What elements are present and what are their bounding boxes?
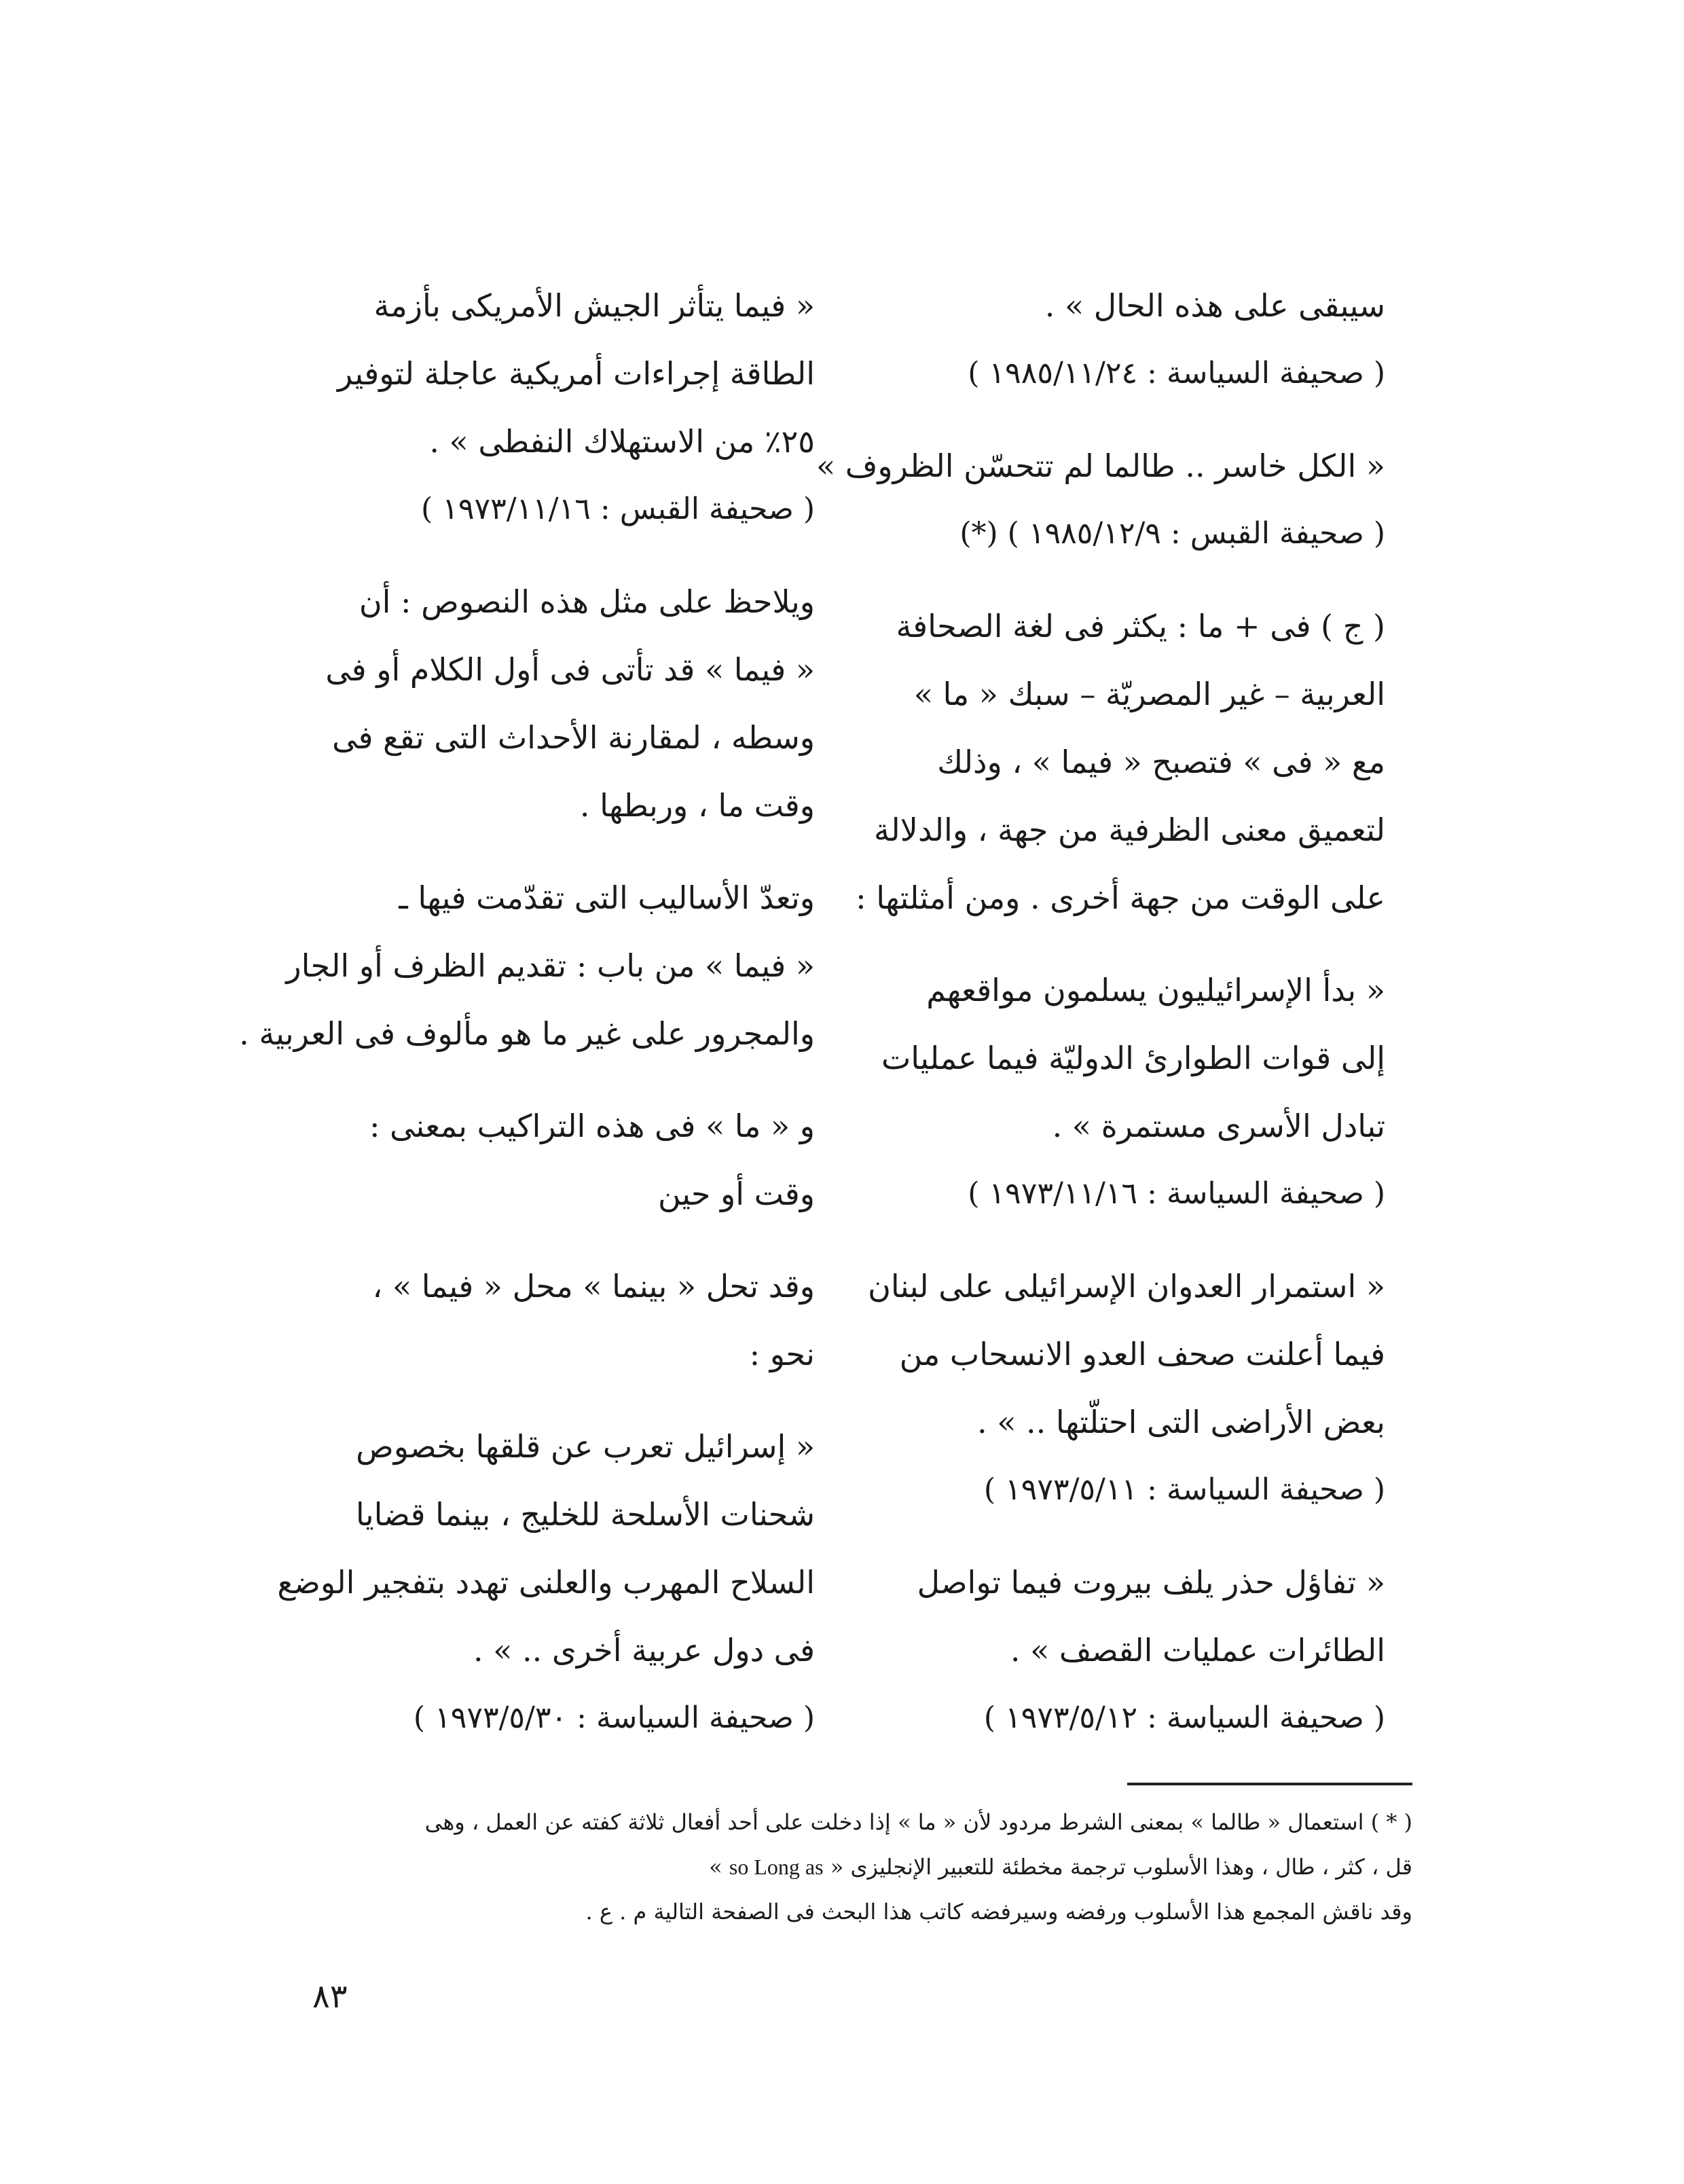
quote-line: الطاقة إجراءات أمريكية عاجلة لتوفير [337,355,815,392]
quote-line: « بدأ الإسرائيليون يسلمون مواقعهم [926,972,1385,1008]
citation-line: ( صحيفة السياسة : ١٩٧٣/٥/١٢ ) [983,1700,1385,1735]
text-line: وسطه ، لمقارنة الأحداث التى تقع فى [332,719,815,756]
text-line: ( ج ) فى + ما : يكثر فى لغة الصحافة [896,608,1385,644]
citation-line: ( صحيفة القبس : ١٩٧٣/١١/١٦ ) [421,492,815,526]
quote-line: « استمرار العدوان الإسرائيلى على لبنان [868,1268,1385,1305]
citation-line: ( صحيفة السياسة : ١٩٧٣/٥/١١ ) [983,1472,1385,1507]
text-line: العربية – غير المصريّة – سبك « ما » [913,676,1385,712]
quote-line: شحنات الأسلحة للخليج ، بينما قضايا [355,1496,815,1533]
footnote-line: وقد ناقش المجمع هذا الأسلوب ورفضه وسيرفضه كاتب هذا البحث فى الصفحة التالية م . ع . [585,1899,1412,1925]
quote-line: السلاح المهرب والعلنى تهدد بتفجير الوضع [277,1564,815,1601]
left-column [239,272,815,1752]
quote-line: فى دول عربية أخرى .. » . [473,1632,815,1669]
text-line: وقد تحل « بينما » محل « فيما » ، [372,1268,815,1305]
text-line: على الوقت من جهة أخرى . ومن أمثلتها : [856,879,1385,916]
text-line: وتعدّ الأساليب التى تقدّمت فيها ـ [399,879,815,916]
text-line: ويلاحظ على مثل هذه النصوص : أن [359,583,815,620]
footnote-english-phrase: so Long as [729,1855,824,1879]
quote-line: « إسرائيل تعرب عن قلقها بخصوص [356,1428,815,1465]
quote-line: تبادل الأسرى مستمرة » . [1052,1108,1385,1144]
quote-line: « فيما يتأثر الجيش الأمريكى بأزمة [373,287,815,324]
right-column [816,272,1385,1752]
footnote-line: ( * ) استعمال « طالما » بمعنى الشرط مردود لأن « ما » إذا دخلت على أحد أفعال ثلاثة كفته عن العمل ، وهى [424,1809,1412,1835]
footnote-line [435,1844,1412,1889]
text-line: « فيما » من باب : تقديم الظرف أو الجار [286,947,815,984]
citation-line: ( صحيفة السياسة : ١٩٧٣/٥/٣٠ ) [413,1700,815,1735]
quote-line: « الكل خاسر .. طالما لم تتحسّن الظروف » [816,448,1385,484]
quote-line: ٢٥٪ من الاستهلاك النفطى » . [429,423,815,460]
footnote-block [424,1800,1412,1934]
quote-line: إلى قوات الطوارئ الدوليّة فيما عمليات [881,1040,1385,1076]
footnote-divider [1127,1783,1412,1785]
text-line: و « ما » فى هذه التراكيب بمعنى : [369,1108,815,1144]
citation-line: ( صحيفة السياسة : ١٩٧٣/١١/١٦ ) [968,1176,1385,1211]
quote-line: « تفاؤل حذر يلف بيروت فيما تواصل [917,1564,1385,1601]
quote-line: فيما أعلنت صحف العدو الانسحاب من [899,1336,1385,1372]
text-line: مع « فى » فتصبح « فيما » ، وذلك [937,744,1385,780]
text-line: نحو : [749,1336,815,1372]
quote-line: الطائرات عمليات القصف » . [1010,1632,1385,1669]
citation-line: ( صحيفة القبس : ١٩٨٥/١٢/٩ ) (*) [959,516,1385,551]
page-number: ٨٣ [312,1978,348,2016]
text-line: وقت أو حين [658,1176,815,1212]
footnote-text: » [709,1854,722,1880]
text-line: لتعميق معنى الظرفية من جهة ، والدلالة [873,812,1385,848]
text-line: « فيما » قد تأتى فى أول الكلام أو فى [325,651,815,688]
text-line: والمجرور على غير ما هو مألوف فى العربية . [239,1015,815,1052]
quote-line: بعض الأراضى التى احتلّتها .. » . [977,1404,1385,1440]
text-line: سيبقى على هذه الحال » . [1044,287,1385,324]
text-line: وقت ما ، وربطها . [579,787,815,824]
citation-line: ( صحيفة السياسة : ١٩٨٥/١١/٢٤ ) [968,356,1385,390]
footnote-text: قل ، كثر ، طال ، وهذا الأسلوب ترجمة مخطئة للتعبير الإنجليزى « [830,1854,1412,1880]
